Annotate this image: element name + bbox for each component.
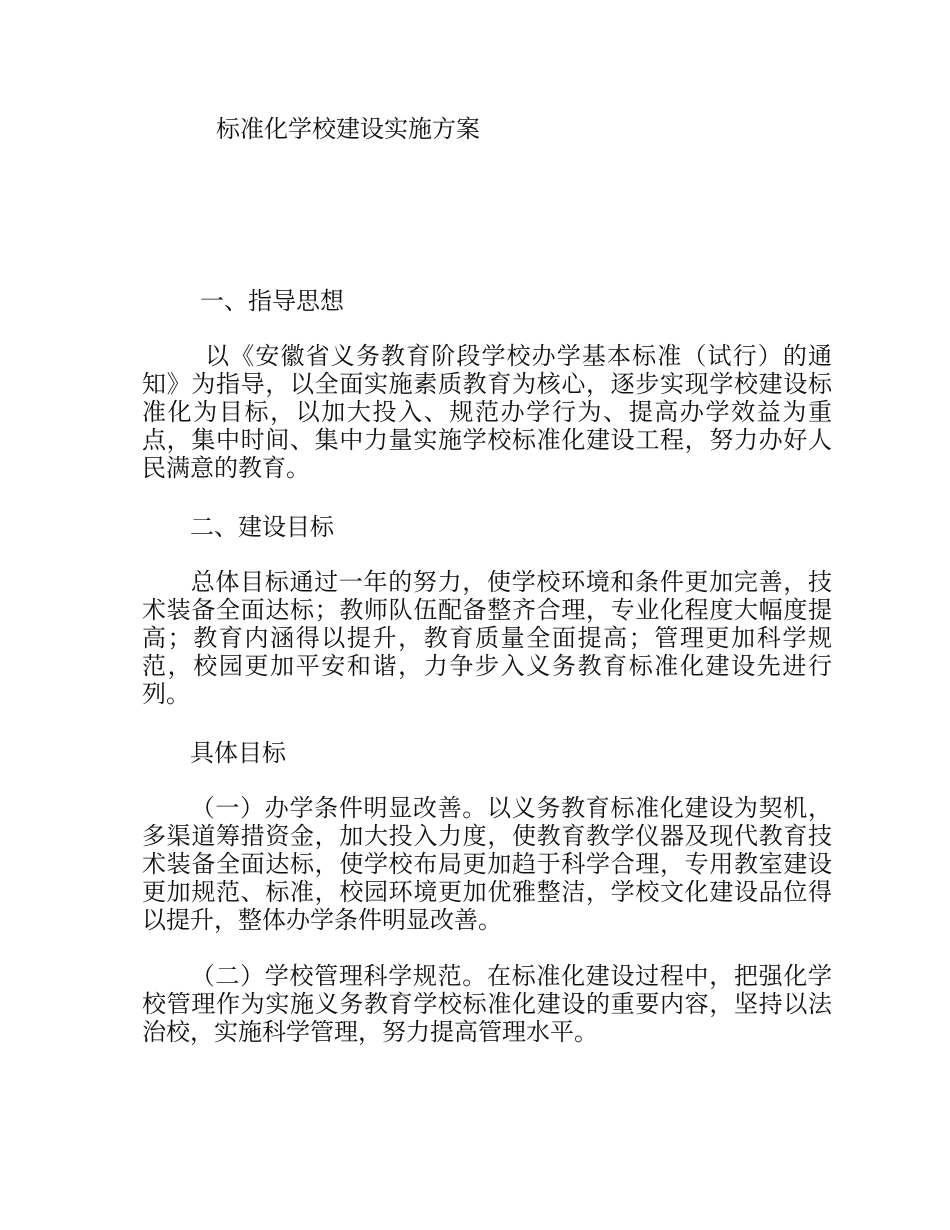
paragraph-goal-item-2: [142, 962, 832, 1046]
section-heading-construction-goals: 二、建设目标: [190, 513, 334, 541]
document-title: 标准化学校建设实施方案: [216, 115, 480, 143]
section-heading-specific-goals: 具体目标: [190, 739, 286, 767]
paragraph-overall-goal: [142, 568, 832, 708]
paragraph-overall-goal-text: 总体目标通过一年的努力，使学校环境和条件更加完善，技术装备全面达标；教师队伍配备整齐合理，专业化程度大幅度提高；教育内涵得以提升，教育质量全面提高；管理更加科学规范，校园更加平安和谐，力争步入义务教育标准化建设先进行列。: [142, 568, 832, 708]
paragraph-goal-item-2-text: （二）学校管理科学规范。在标准化建设过程中，把强化学校管理作为实施义务教育学校标准化建设的重要内容，坚持以法治校，实施科学管理，努力提高管理水平。: [142, 962, 832, 1046]
paragraph-goal-item-1: [142, 794, 832, 934]
paragraph-guiding-ideology: [142, 342, 832, 482]
paragraph-guiding-ideology-text: 以《安徽省义务教育阶段学校办学基本标准（试行）的通知》为指导，以全面实施素质教育为核心，逐步实现学校建设标准化为目标，以加大投入、规范办学行为、提高办学效益为重点，集中时间、集中力量实施学校标准化建设工程，努力办好人民满意的教育。: [142, 342, 832, 482]
section-heading-guiding-ideology: 一、指导思想: [200, 287, 344, 315]
paragraph-goal-item-1-text: （一）办学条件明显改善。以义务教育标准化建设为契机，多渠道筹措资金，加大投入力度，使教育教学仪器及现代教育技术装备全面达标，使学校布局更加趋于科学合理，专用教室建设更加规范、标准，校园环境更加优雅整洁，学校文化建设品位得以提升，整体办学条件明显改善。: [142, 794, 832, 934]
